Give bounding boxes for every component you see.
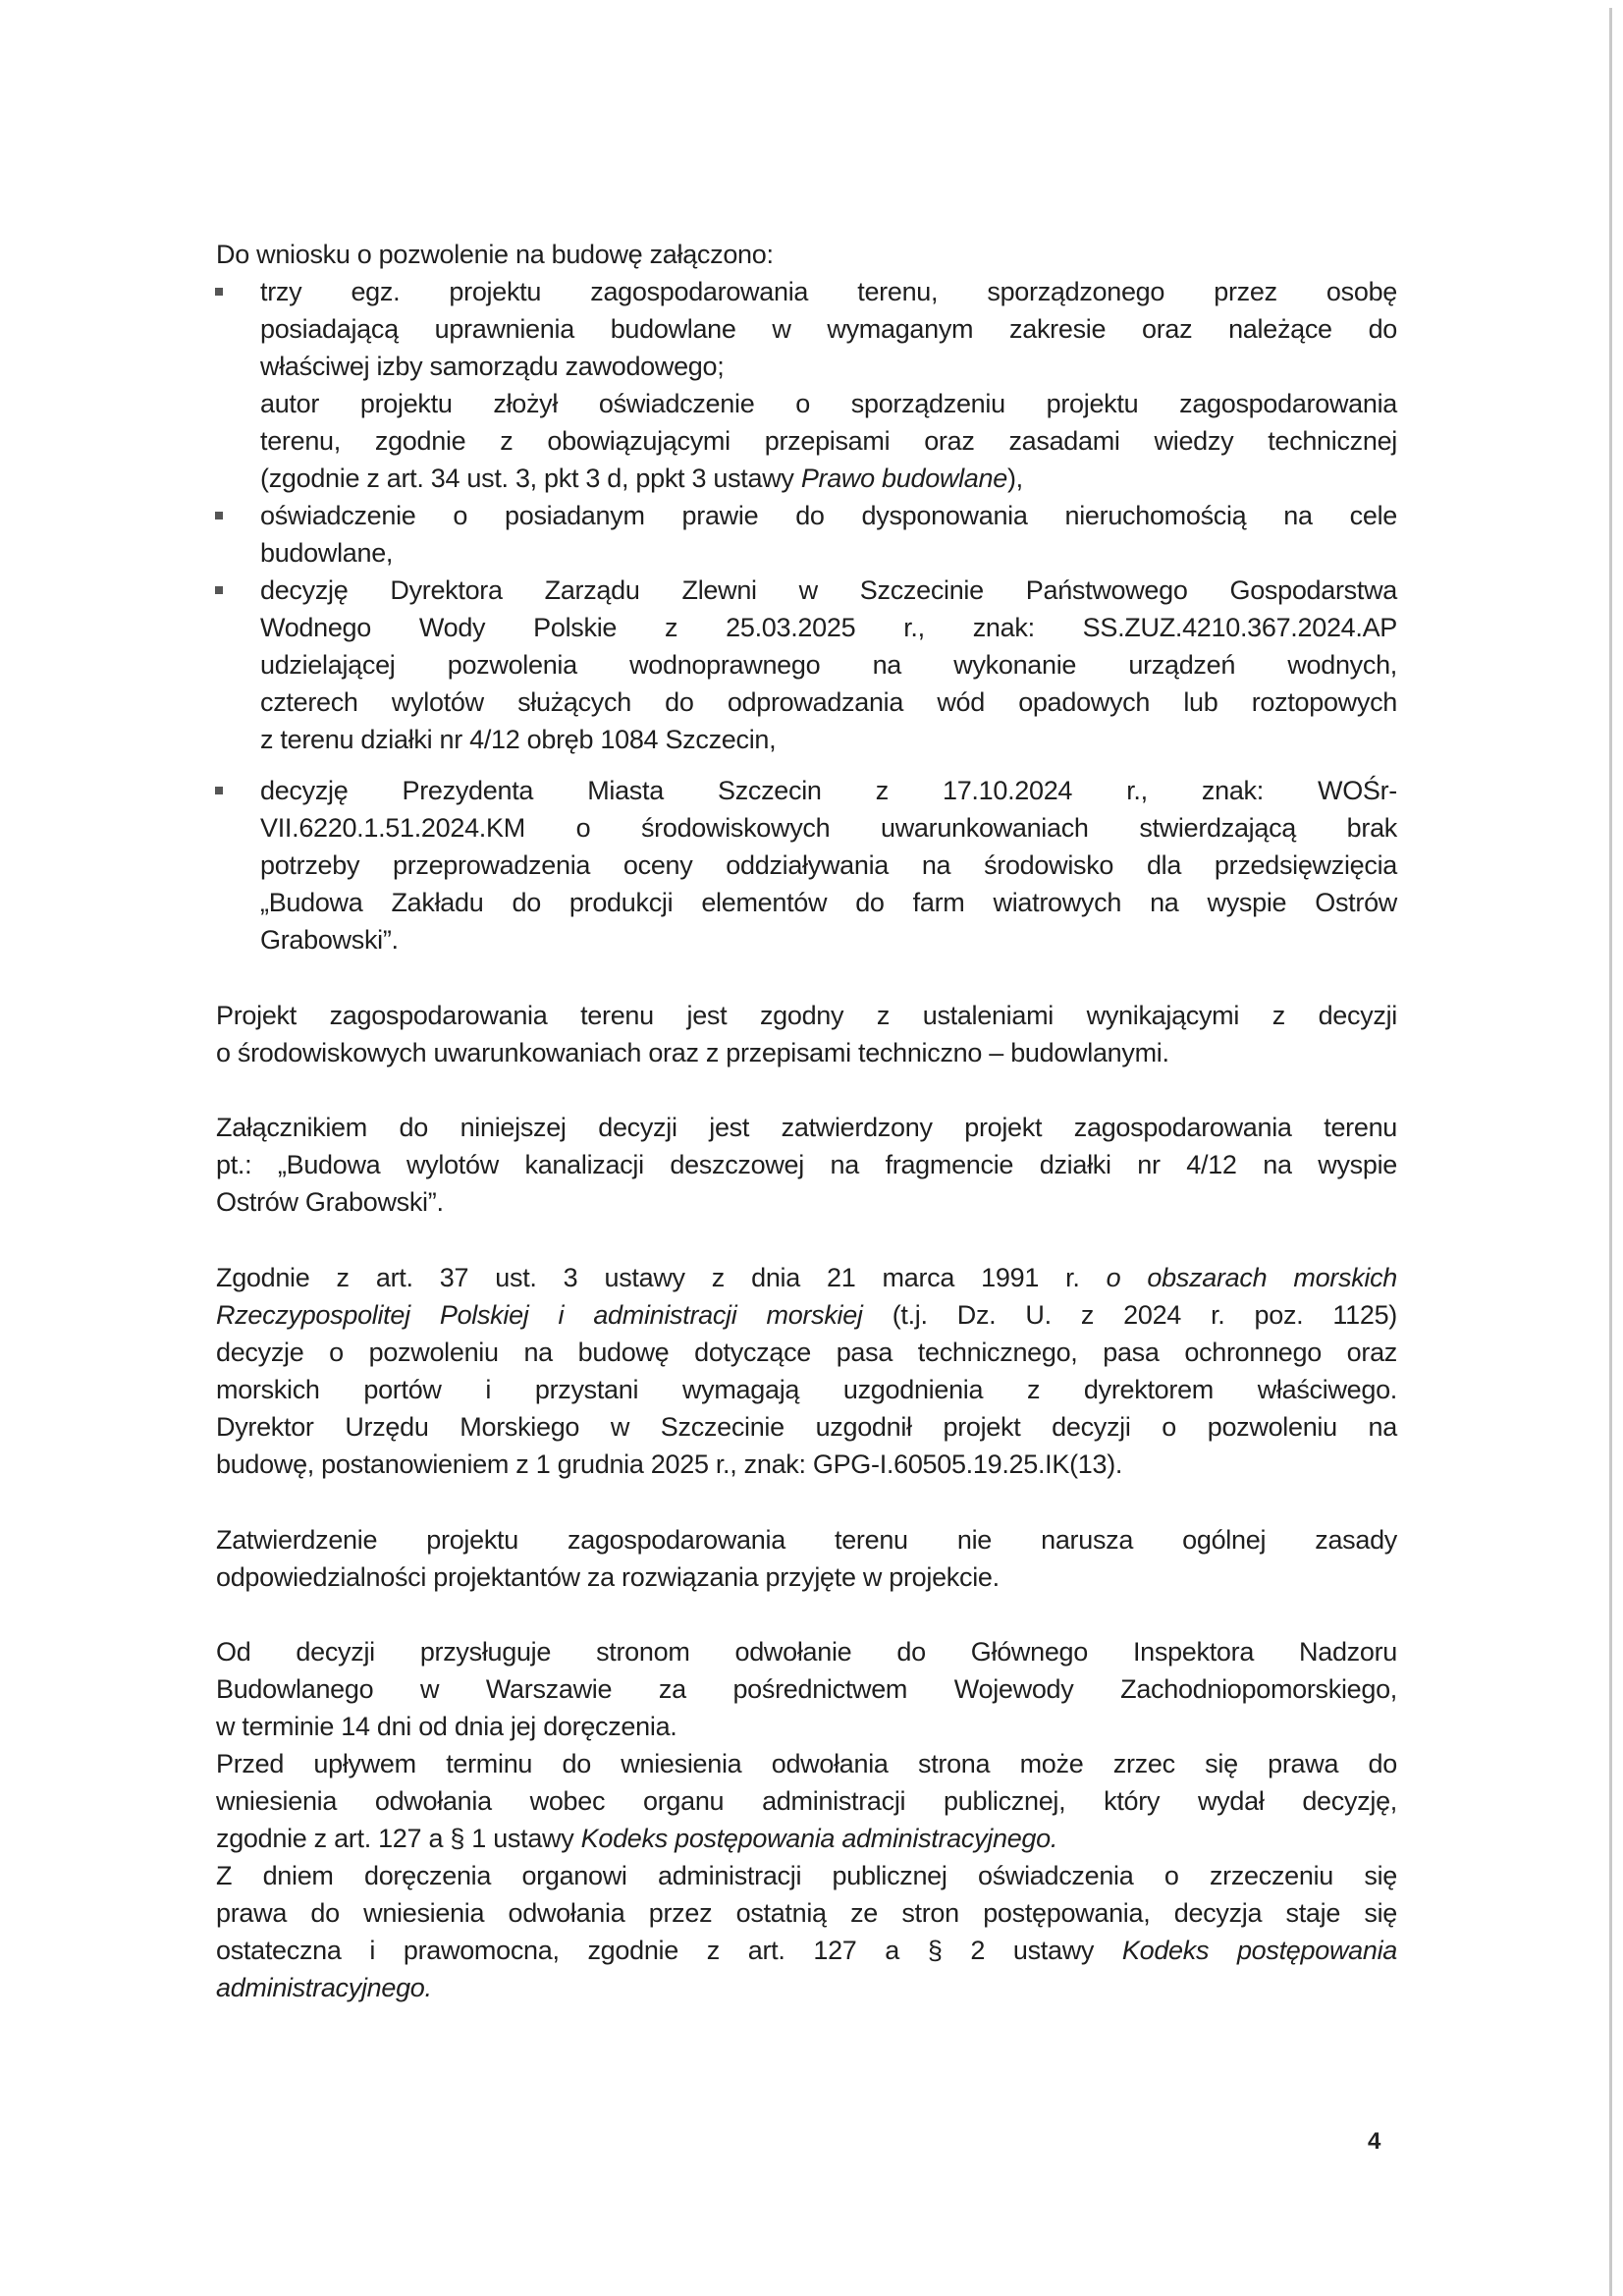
attachment-3-line: udzielającej pozwolenia wodnoprawnego na wykonanie urządzeń wodnych, xyxy=(260,650,1397,680)
appeal-paragraph-line: wniesienia odwołania wobec organu administracji publicznej, który wydał decyzję, xyxy=(216,1786,1397,1816)
attachment-2-line: oświadczenie o posiadanym prawie do dysponowania nieruchomością na cele xyxy=(260,501,1397,530)
maritime-paragraph-line: Rzeczypospolitej Polskiej i administracji morskiej (t.j. Dz. U. z 2024 r. poz. 1125) xyxy=(216,1300,1397,1330)
maritime-paragraph-line: decyzje o pozwoleniu na budowę dotyczące pasa technicznego, pasa ochronnego oraz xyxy=(216,1338,1397,1367)
attachment-1-line: trzy egz. projektu zagospodarowania terenu, sporządzonego przez osobę xyxy=(260,277,1397,306)
appeal-paragraph-line: ostateczna i prawomocna, zgodnie z art. 127 a § 2 ustawy Kodeks postępowania xyxy=(216,1936,1397,1965)
attachment-4-line: „Budowa Zakładu do produkcji elementów do farm wiatrowych na wyspie Ostrów xyxy=(260,888,1397,917)
annex-paragraph-line: Ostrów Grabowski”. xyxy=(216,1187,444,1217)
attachment-4-line: potrzeby przeprowadzenia oceny oddziaływania na środowisko dla przedsięwzięcia xyxy=(260,850,1397,880)
law-title-prawo-budowlane: Prawo budowlane xyxy=(800,464,1007,493)
appeal-paragraph-line: Z dniem doręczenia organowi administracji publicznej oświadczenia o zrzeczeniu się xyxy=(216,1861,1397,1890)
compliance-paragraph-line: o środowiskowych uwarunkowaniach oraz z przepisami techniczno – budowlanymi. xyxy=(216,1038,1169,1067)
appeal-paragraph-line: zgodnie z art. 127 a § 1 ustawy Kodeks postępowania administracyjnego. xyxy=(216,1824,1058,1853)
attachment-1-line-legal-ref: (zgodnie z art. 34 ust. 3, pkt 3 d, ppkt 3 ustawy Prawo budowlane), xyxy=(260,464,1023,493)
law-title-maritime: Rzeczypospolitej Polskiej i administracji morskiej xyxy=(216,1300,863,1330)
maritime-paragraph-line: Zgodnie z art. 37 ust. 3 ustawy z dnia 21 marca 1991 r. o obszarach morskich xyxy=(216,1263,1398,1292)
scan-edge-line xyxy=(1609,8,1612,2296)
appeal-paragraph-line: Budowlanego w Warszawie za pośrednictwem Wojewody Zachodniopomorskiego, xyxy=(216,1674,1397,1704)
attachment-4-line: decyzję Prezydenta Miasta Szczecin z 17.10.2024 r., znak: WOŚr- xyxy=(260,776,1397,805)
bullet-icon xyxy=(215,586,223,594)
law-title-kpa: Kodeks postępowania xyxy=(1121,1936,1397,1965)
attachment-1-line: posiadającą uprawnienia budowlane w wymaganym zakresie oraz należące do xyxy=(260,314,1397,344)
responsibility-paragraph-line: odpowiedzialności projektantów za rozwiązania przyjęte w projekcie. xyxy=(216,1562,1000,1592)
attachment-2-line: budowlane, xyxy=(260,538,394,568)
law-title-maritime: o obszarach morskich xyxy=(1106,1263,1398,1292)
attachment-3-line: z terenu działki nr 4/12 obręb 1084 Szczecin, xyxy=(260,725,777,754)
attachment-1-line: terenu, zgodnie z obowiązującymi przepisami oraz zasadami wiedzy technicznej xyxy=(260,426,1397,456)
page-number: 4 xyxy=(1368,2128,1381,2155)
appeal-paragraph-line: prawa do wniesienia odwołania przez ostatnią ze stron postępowania, decyzja staje się xyxy=(216,1898,1397,1928)
attachment-3-line: czterech wylotów służących do odprowadzania wód opadowych lub roztopowych xyxy=(260,687,1397,717)
annex-paragraph-line: pt.: „Budowa wylotów kanalizacji deszczowej na fragmencie działki nr 4/12 na wyspie xyxy=(216,1150,1397,1179)
appeal-paragraph-line: Od decyzji przysługuje stronom odwołanie do Głównego Inspektora Nadzoru xyxy=(216,1637,1397,1667)
attachment-3-line: Wodnego Wody Polskie z 25.03.2025 r., znak: SS.ZUZ.4210.367.2024.AP xyxy=(260,613,1397,642)
bullet-icon xyxy=(215,512,223,519)
attachment-4-line: Grabowski”. xyxy=(260,925,399,955)
attachment-1-line: właściwej izby samorządu zawodowego; xyxy=(260,352,725,381)
appeal-paragraph-line: w terminie 14 dni od dnia jej doręczenia. xyxy=(216,1712,677,1741)
maritime-paragraph-line: Dyrektor Urzędu Morskiego w Szczecinie uzgodnił projekt decyzji o pozwoleniu na xyxy=(216,1412,1397,1442)
law-title-kpa: administracyjnego. xyxy=(216,1973,432,2002)
intro-line: Do wniosku o pozwolenie na budowę załączono: xyxy=(216,240,774,269)
responsibility-paragraph-line: Zatwierdzenie projektu zagospodarowania terenu nie narusza ogólnej zasady xyxy=(216,1525,1397,1555)
appeal-paragraph-line: Przed upływem terminu do wniesienia odwołania strona może zrzec się prawa do xyxy=(216,1749,1397,1778)
maritime-paragraph-line: budowę, postanowieniem z 1 grudnia 2025 r., znak: GPG-I.60505.19.25.IK(13). xyxy=(216,1449,1123,1479)
compliance-paragraph-line: Projekt zagospodarowania terenu jest zgodny z ustaleniami wynikającymi z decyzji xyxy=(216,1001,1397,1030)
maritime-paragraph-line: morskich portów i przystani wymagają uzgodnienia z dyrektorem właściwego. xyxy=(216,1375,1397,1404)
appeal-paragraph-line xyxy=(216,1971,1397,2004)
attachment-3-line: decyzję Dyrektora Zarządu Zlewni w Szczecinie Państwowego Gospodarstwa xyxy=(260,575,1397,605)
bullet-icon xyxy=(215,288,223,296)
bullet-icon xyxy=(215,787,223,794)
attachment-4-line: VII.6220.1.51.2024.KM o środowiskowych uwarunkowaniach stwierdzającą brak xyxy=(260,813,1397,843)
attachment-1-line: autor projektu złożył oświadczenie o sporządzeniu projektu zagospodarowania xyxy=(260,389,1397,418)
annex-paragraph-line: Załącznikiem do niniejszej decyzji jest zatwierdzony projekt zagospodarowania terenu xyxy=(216,1113,1397,1142)
law-title-kpa: Kodeks postępowania administracyjnego. xyxy=(580,1824,1058,1853)
